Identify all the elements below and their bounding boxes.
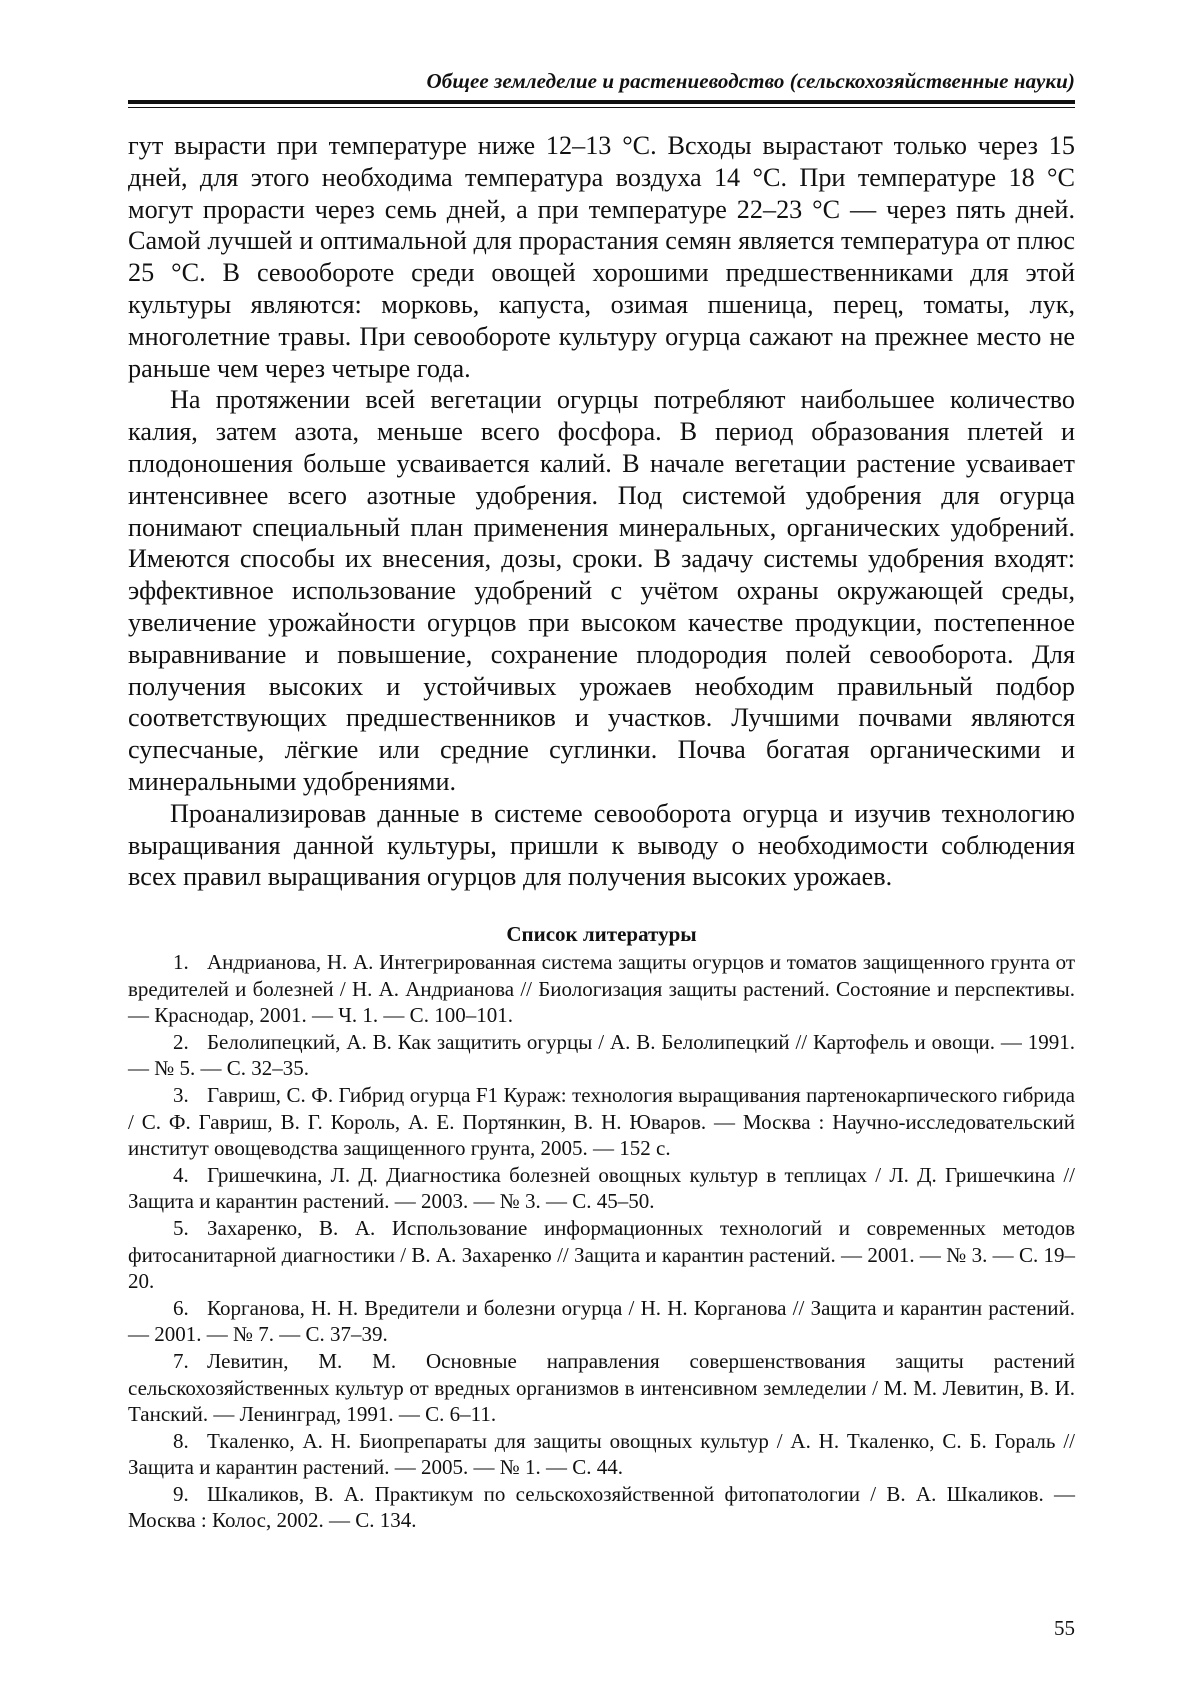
reference-number: 8. [173, 1428, 189, 1453]
main-text [128, 130, 1075, 893]
reference-text: Андрианова, Н. А. Интегрированная система защиты огурцов и томатов защищенного грунта от вредителей и болезней / Н. А. Андрианова // Биологизация защиты растений. Состояние и перспективы. — Краснодар, 2001. — Ч. 1. — С. 100–101. [128, 950, 1075, 1028]
reference-number: 1. [173, 950, 189, 974]
running-header: Общее земледелие и растениеводство (сельскохозяйственные науки) [426, 69, 1075, 93]
reference-item [128, 1295, 1075, 1348]
reference-text: Корганова, Н. Н. Вредители и болезни огурца / Н. Н. Корганова // Защита и карантин растений. — 2001. — № 7. — С. 37–39. [128, 1295, 1075, 1347]
reference-text: Гришечкина, Л. Д. Диагностика болезней овощных культур в теплицах / Л. Д. Гришечкина // Защита и карантин растений. — 2003. — № 3. — С. 45–50. [128, 1162, 1075, 1214]
reference-text: Ткаленко, А. Н. Биопрепараты для защиты овощных культур / А. Н. Ткаленко, С. Б. Гораль // Защита и карантин растений. — 2005. — № 1. — С. 44. [128, 1428, 1075, 1480]
paragraph: На протяжении всей вегетации огурцы потребляют наибольшее количество калия, затем азота, меньше всего фосфора. В период образования плетей и плодоношения больше усваивается калий. В начале вегетации растение усваивает интенсивнее всего азотные удобрения. Под системой удобрения для огурца понимают специальный план применения минеральных, органических удобрений. Имеются способы их внесения, дозы, сроки. В задачу системы удобрения входят: эффективное использование удобрений с учётом охраны окружающей среды, увеличение урожайности огурцов при высоком качестве продукции, постепенное выравнивание и повышение, сохранение плодородия полей севооборота. Для получения высоких и устойчивых урожаев необходим правильный подбор соответствующих предшественников и участков. Лучшими почвами являются супесчаные, лёгкие или средние суглинки. Почва богатая органическими и минеральными удобрениями. [128, 385, 1075, 796]
reference-number: 9. [173, 1481, 189, 1506]
reference-number: 4. [173, 1162, 189, 1187]
reference-item [128, 1215, 1075, 1295]
reference-item [128, 1082, 1075, 1162]
references-list [128, 949, 1075, 1534]
reference-text: Захаренко, В. А. Использование информационных технологий и современных методов фитосанитарной диагностики / В. А. Захаренко // Защита и карантин растений. — 2001. — № 3. — С. 19–20. [128, 1215, 1075, 1294]
reference-number: 2. [173, 1029, 189, 1054]
reference-number: 5. [173, 1215, 189, 1240]
reference-number: 7. [173, 1348, 189, 1373]
reference-item [128, 1428, 1075, 1481]
reference-item [128, 949, 1075, 1029]
reference-text: Левитин, М. М. Основные направления совершенствования защиты растений сельскохозяйственных культур от вредных организмов в интенсивном земледелии / М. М. Левитин, В. И. Танский. — Ленинград, 1991. — С. 6–11. [128, 1348, 1075, 1427]
paragraph-continued: гут вырасти при температуре ниже 12–13 °С. Всходы вырастают только через 15 дней, для этого необходима температура воздуха 14 °С. При температуре 18 °С могут прорасти через семь дней, а при температуре 22–23 °С — через пять дней. Самой лучшей и оптимальной для прорастания семян является температура от плюс 25 °С. В севообороте среди овощей хорошими предшественниками для этой культуры являются: морковь, капуста, озимая пшеница, перец, томаты, лук, многолетние травы. При севообороте культуру огурца сажают на прежнее место не раньше чем через четыре года. [128, 131, 1075, 383]
header-rule-thick [128, 100, 1075, 104]
reference-item [128, 1162, 1075, 1215]
references-heading: Список литературы [506, 922, 697, 946]
header-rule-thin [128, 107, 1075, 108]
reference-item [128, 1029, 1075, 1082]
reference-text: Гавриш, С. Ф. Гибрид огурца F1 Кураж: технология выращивания партенокарпического гибрида / С. Ф. Гавриш, В. Г. Король, А. Е. Портянкин, В. Н. Юваров. — Москва : Научно-исследовательский институт овощеводства защищенного грунта, 2005. — 152 с. [128, 1082, 1075, 1161]
page-number: 55 [1054, 1616, 1075, 1640]
reference-number: 6. [173, 1295, 189, 1320]
reference-text: Белолипецкий, А. В. Как защитить огурцы / А. В. Белолипецкий // Картофель и овощи. — 1991. — № 5. — С. 32–35. [128, 1029, 1075, 1081]
reference-text: Шкаликов, В. А. Практикум по сельскохозяйственной фитопатологии / В. А. Шкаликов. — Москва : Колос, 2002. — С. 134. [128, 1481, 1075, 1533]
reference-item [128, 1481, 1075, 1534]
paragraph: Проанализировав данные в системе севооборота огурца и изучив технологию выращивания данной культуры, пришли к выводу о необходимости соблюдения всех правил выращивания огурцов для получения высоких урожаев. [128, 798, 1075, 892]
reference-number: 3. [173, 1082, 189, 1107]
reference-item [128, 1348, 1075, 1428]
